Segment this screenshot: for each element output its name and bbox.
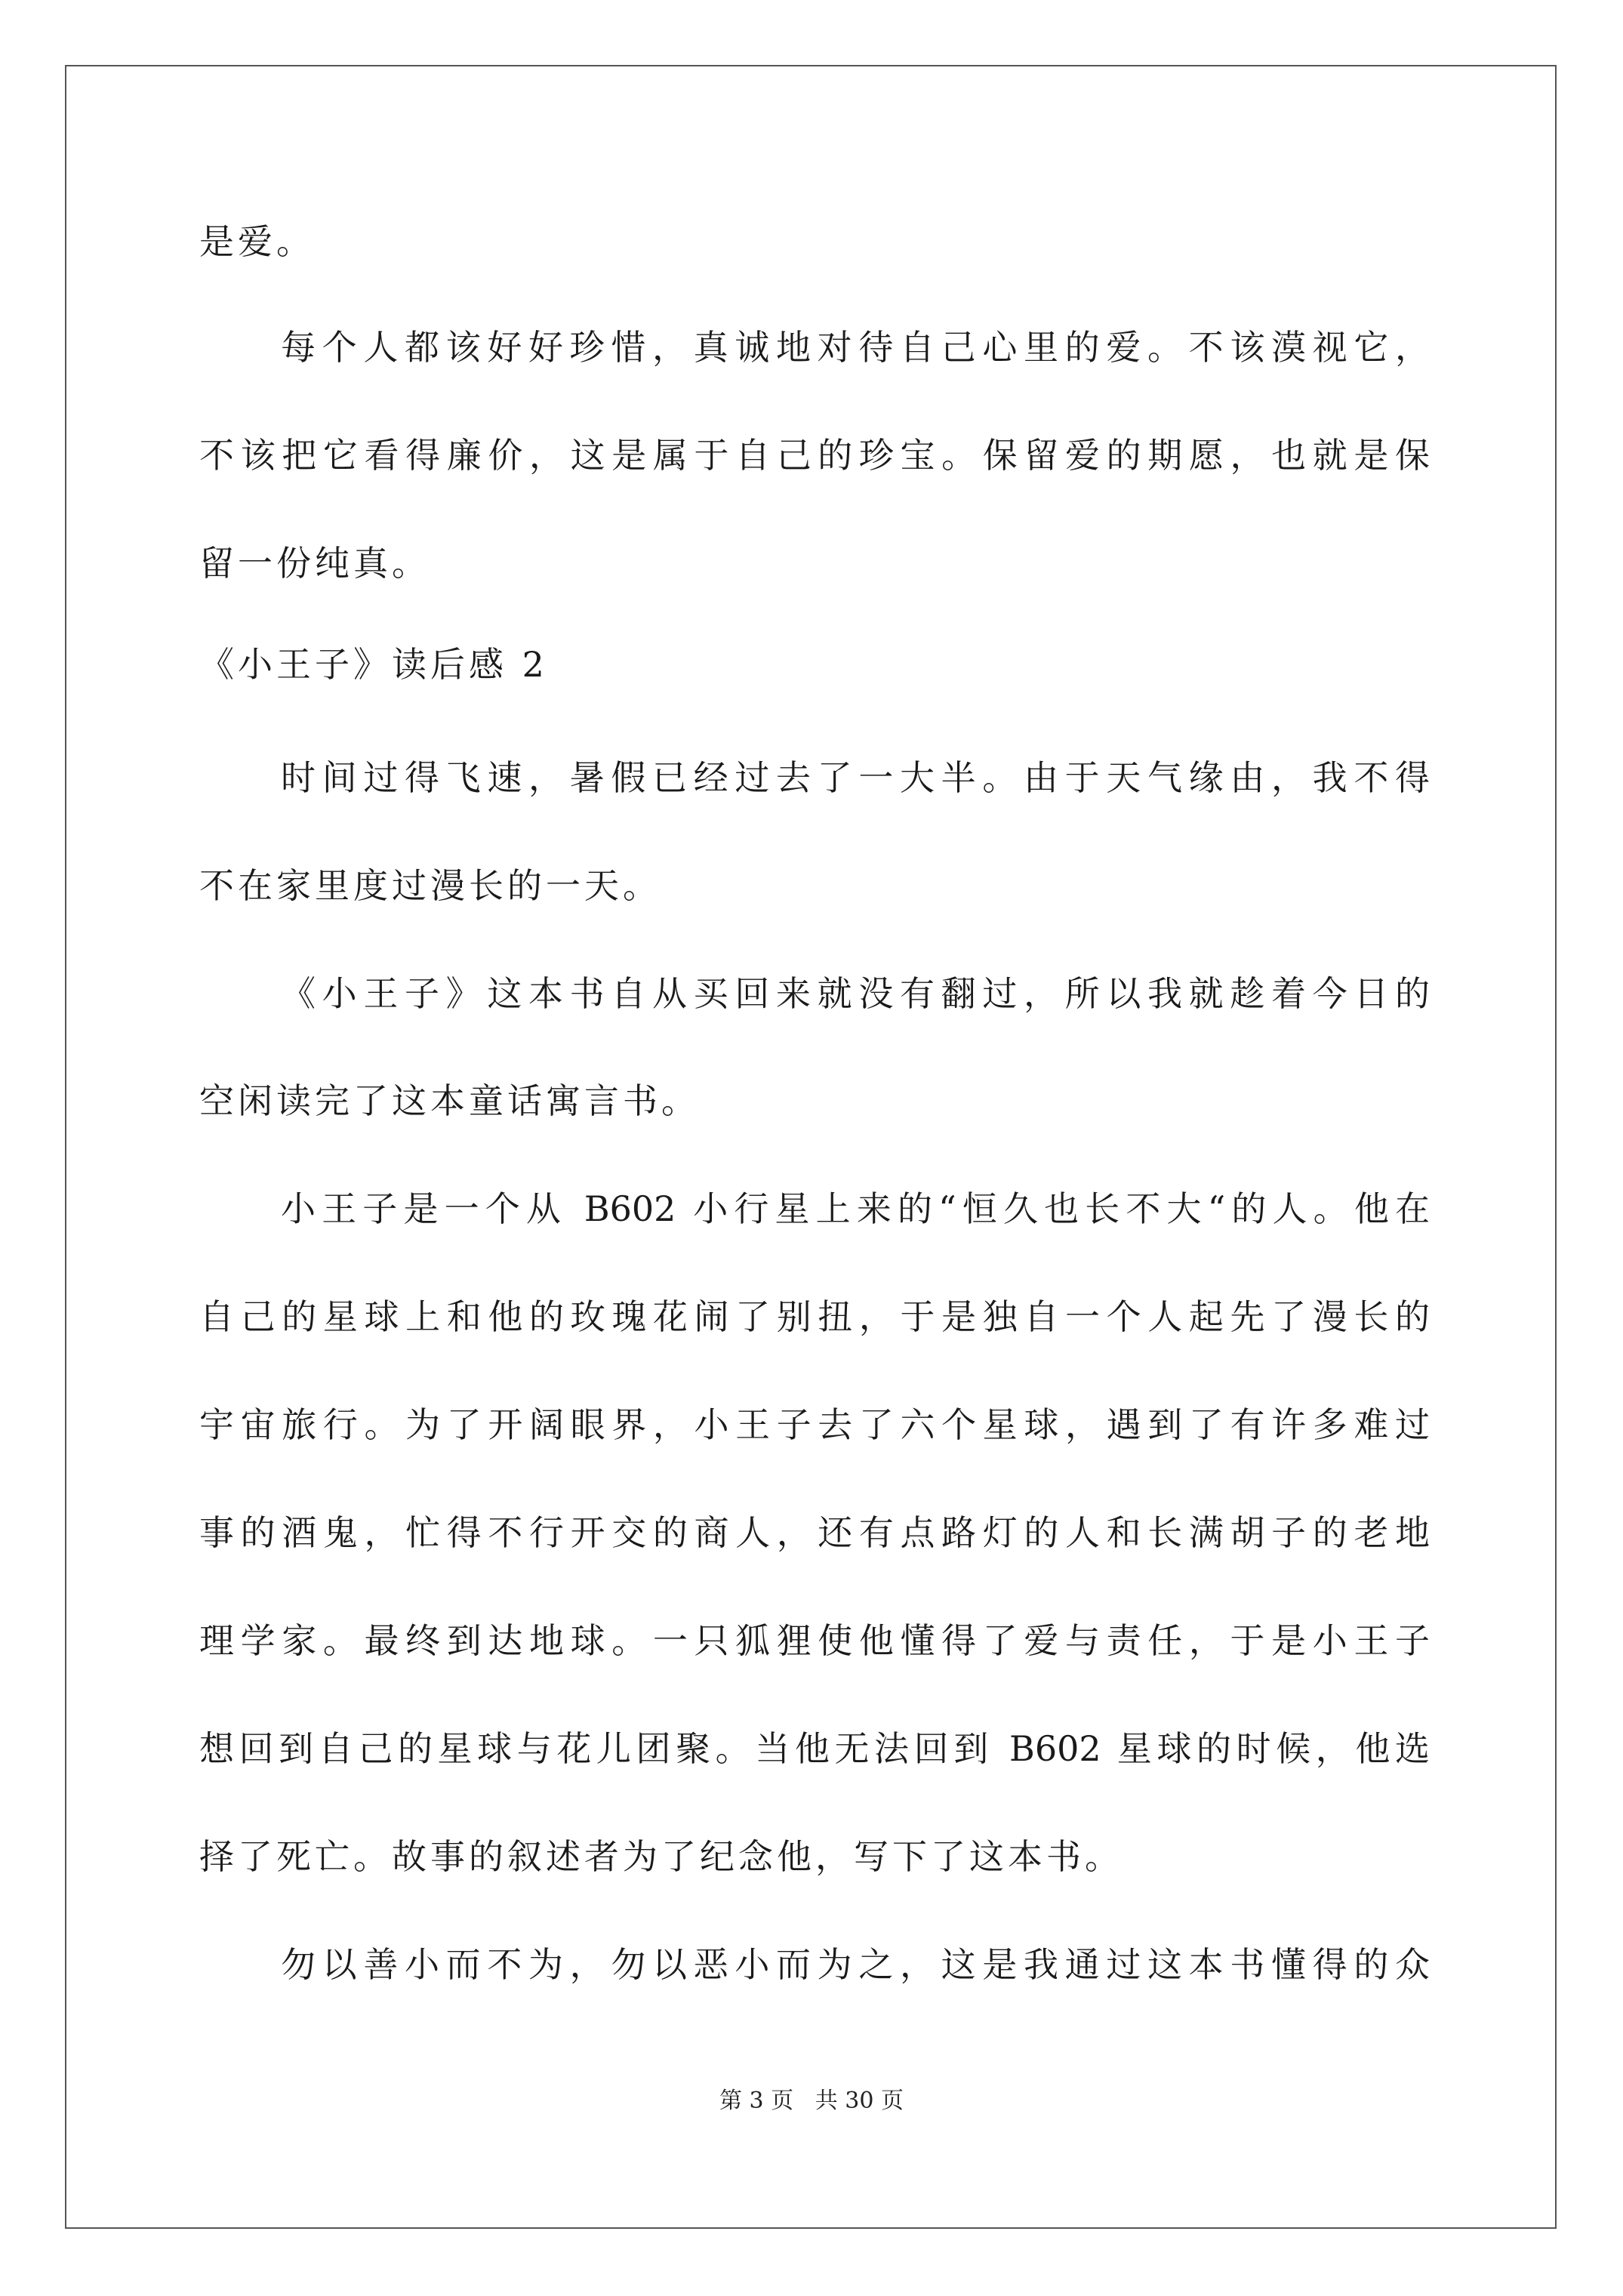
page-border [65,65,1557,2229]
text-line-15: 想回到自己的星球与花儿团聚。当他无法回到 B602 星球的时候，他选 [199,1728,1430,1769]
text-line-10: 小王子是一个从 B602 小行星上来的“恒久也长不大“的人。他在 [281,1188,1430,1229]
text-line-1: 是爱。 [199,221,315,262]
text-line-6: 时间过得飞速，暑假已经过去了一大半。由于天气缘由，我不得 [281,757,1430,798]
text-line-12: 宇宙旅行。为了开阔眼界，小王子去了六个星球，遇到了有许多难过 [199,1404,1430,1445]
text-line-4: 留一份纯真。 [199,543,430,584]
text-line-9: 空闲读完了这本童话寓言书。 [199,1080,700,1121]
text-line-13: 事的酒鬼，忙得不行开交的商人，还有点路灯的人和长满胡子的老地 [199,1512,1430,1553]
text-line-17: 勿以善小而不为，勿以恶小而为之，这是我通过这本书懂得的众 [281,1944,1430,1985]
text-line-2: 每个人都该好好珍惜，真诚地对待自己心里的爱。不该漠视它， [281,327,1430,368]
page-footer: 第 3 页 共 30 页 [719,2088,904,2114]
text-line-16: 择了死亡。故事的叙述者为了纪念他，写下了这本书。 [199,1836,1123,1877]
text-line-14: 理学家。最终到达地球。一只狐狸使他懂得了爱与责任，于是小王子 [199,1620,1430,1661]
text-line-3: 不该把它看得廉价，这是属于自己的珍宝。保留爱的期愿，也就是保 [199,435,1430,476]
section-heading: 《小王子》读后感 2 [199,644,548,685]
text-line-7: 不在家里度过漫长的一天。 [199,865,661,906]
text-line-11: 自己的星球上和他的玫瑰花闹了别扭，于是独自一个人起先了漫长的 [199,1296,1430,1337]
text-line-8: 《小王子》这本书自从买回来就没有翻过，所以我就趁着今日的 [281,973,1430,1014]
